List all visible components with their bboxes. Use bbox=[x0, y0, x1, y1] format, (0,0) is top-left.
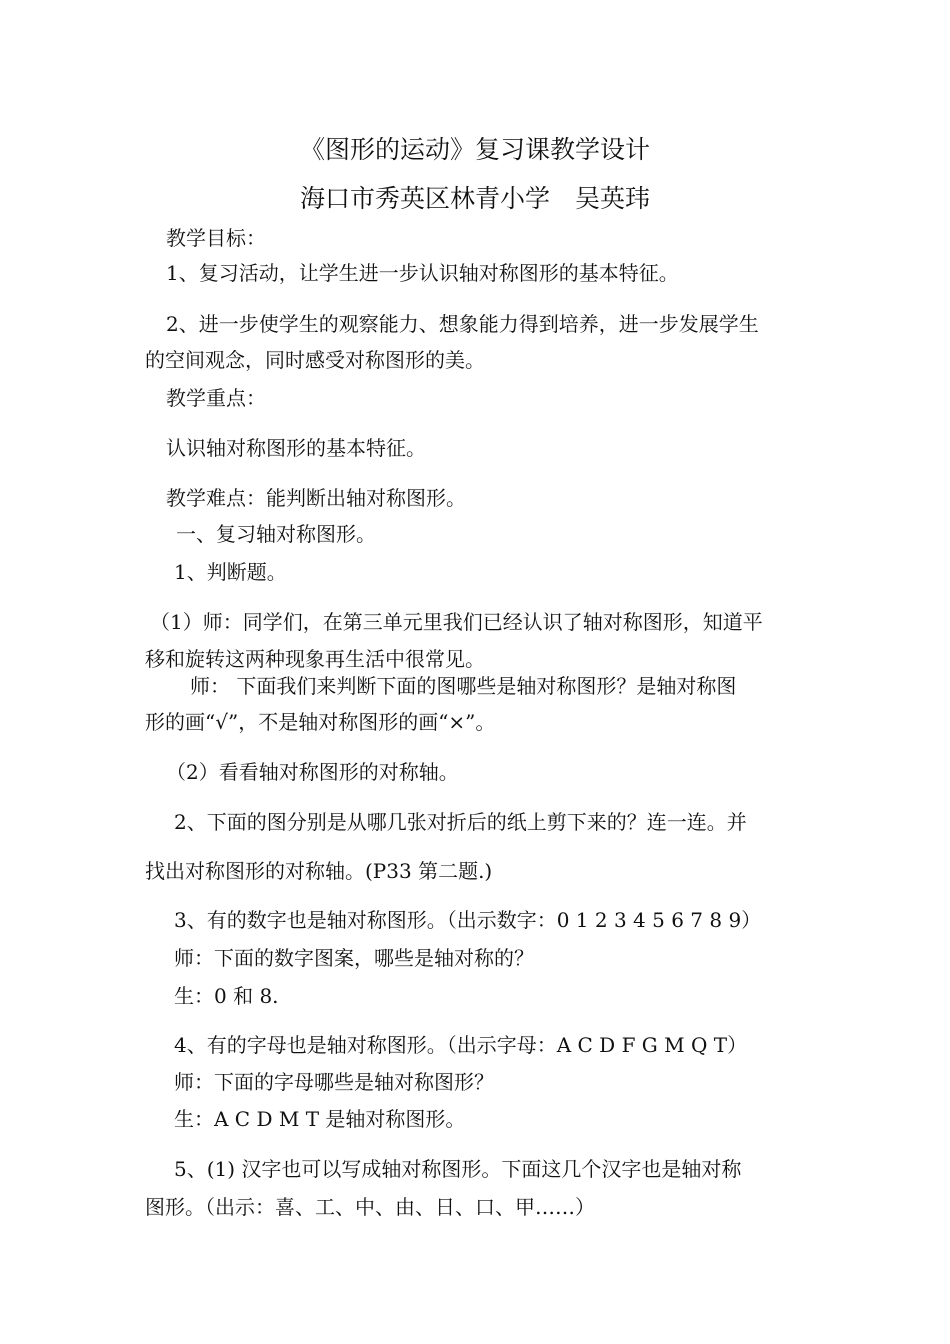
document-title: 《图形的运动》复习课教学设计 bbox=[299, 135, 650, 164]
item-4-teacher: 师：下面的字母哪些是轴对称图形？ bbox=[174, 1070, 494, 1094]
item-5-line-1: 5、(1) 汉字也可以写成轴对称图形。下面这几个汉字也是轴对称 bbox=[174, 1157, 742, 1181]
objective-1: 1、复习活动，让学生进一步认识轴对称图形的基本特征。 bbox=[166, 261, 679, 285]
item-3: 3、有的数字也是轴对称图形。（出示数字：0 1 2 3 4 5 6 7 8 9） bbox=[174, 908, 762, 932]
teacher-line-2: 形的画“√”，不是轴对称图形的画“×”。 bbox=[145, 710, 496, 734]
item-2-line-1: 2、下面的图分别是从哪几张对折后的纸上剪下来的？连一连。并 bbox=[174, 810, 747, 834]
key-point: 认识轴对称图形的基本特征。 bbox=[166, 436, 426, 460]
item-1-2: （2）看看轴对称图形的对称轴。 bbox=[166, 760, 459, 784]
item-1-1-line-1: （1）师：同学们，在第三单元里我们已经认识了轴对称图形，知道平 bbox=[150, 610, 763, 634]
objective-2-line-2: 的空间观念，同时感受对称图形的美。 bbox=[145, 348, 485, 372]
item-3-student: 生：0 和 8. bbox=[174, 984, 279, 1008]
difficulty: 教学难点：能判断出轴对称图形。 bbox=[166, 486, 466, 510]
objectives-heading: 教学目标： bbox=[166, 226, 266, 250]
section-1-heading: 一、复习轴对称图形。 bbox=[176, 522, 376, 546]
item-3-teacher: 师：下面的数字图案，哪些是轴对称的？ bbox=[174, 946, 534, 970]
item-5-line-2: 图形。（出示：喜、工、中、由、日、口、甲……） bbox=[145, 1195, 595, 1219]
objective-2-line-1: 2、进一步使学生的观察能力、想象能力得到培养，进一步发展学生 bbox=[166, 312, 759, 336]
item-2-line-2: 找出对称图形的对称轴。(P33 第二题.) bbox=[145, 859, 493, 883]
document-author: 海口市秀英区林青小学 吴英玮 bbox=[299, 184, 650, 213]
key-points-heading: 教学重点： bbox=[166, 386, 266, 410]
item-1-heading: 1、判断题。 bbox=[174, 560, 287, 584]
item-4: 4、有的字母也是轴对称图形。（出示字母：A C D F G M Q T） bbox=[174, 1033, 748, 1057]
item-4-student: 生：A C D M T 是轴对称图形。 bbox=[174, 1107, 466, 1131]
teacher-line-1: 师： 下面我们来判断下面的图哪些是轴对称图形？是轴对称图 bbox=[190, 674, 737, 698]
item-1-1-line-2: 移和旋转这两种现象再生活中很常见。 bbox=[145, 647, 485, 671]
